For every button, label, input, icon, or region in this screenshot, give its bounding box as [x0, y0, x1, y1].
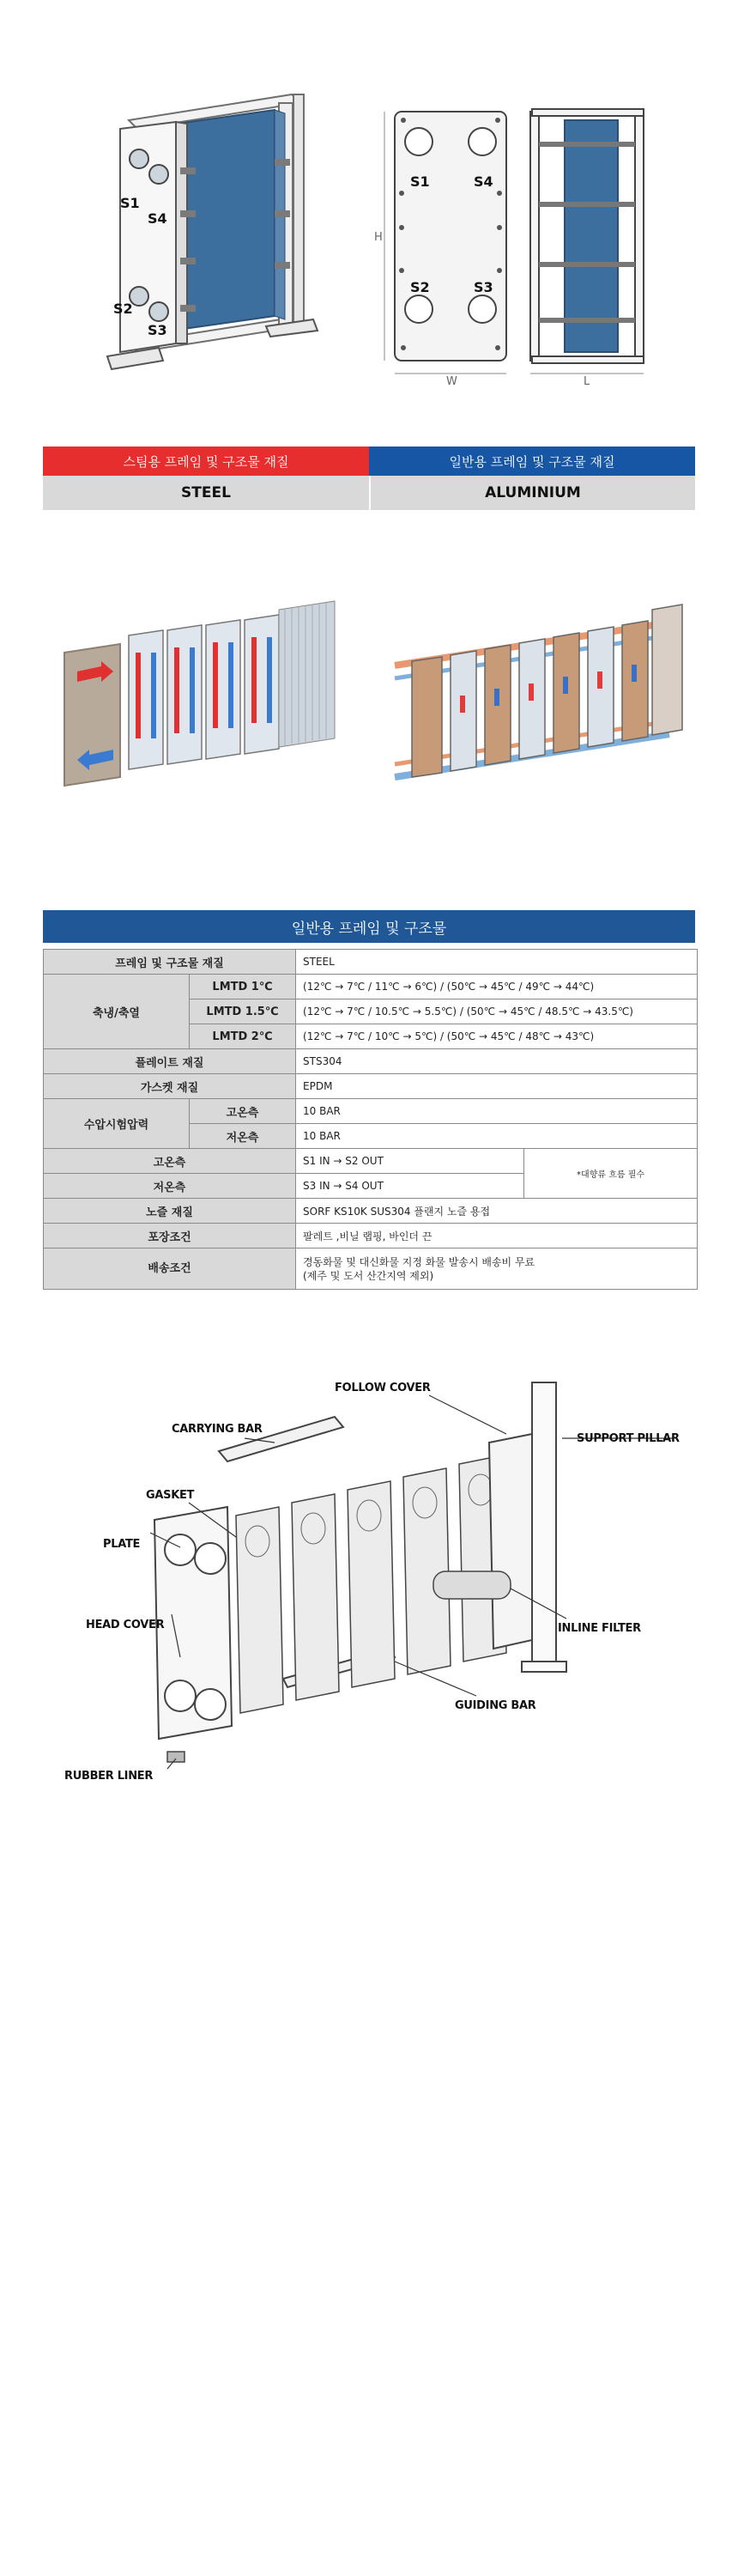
- spec-row-shipping: [44, 1249, 698, 1290]
- lmtd-1-value: (12℃ → 7℃ / 11℃ → 6℃) / (50℃ → 45℃ / 49℃ → 44℃): [296, 975, 698, 999]
- lmtd-2-label: LMTD 1.5℃: [190, 999, 296, 1024]
- pressure-hot-value: 10 BAR: [296, 1099, 698, 1124]
- shipping-value: [296, 1249, 698, 1290]
- spec-row-hot-side: [44, 1149, 698, 1174]
- port-label-s4: S4: [148, 210, 167, 227]
- cooling-label: 축냉/축열: [44, 975, 190, 1049]
- pressure-hot-label: 고온측: [190, 1099, 296, 1124]
- lmtd-1-label: LMTD 1℃: [190, 975, 296, 999]
- port-label-2d-s4: S4: [474, 173, 493, 190]
- steam-material-header: 스팀용 프레임 및 구조물 재질: [43, 447, 369, 476]
- cold-side-label: 저온측: [44, 1174, 296, 1199]
- material-table: [43, 447, 695, 510]
- port-label-2d-s1: S1: [410, 173, 430, 190]
- plate-material-value: STS304: [296, 1049, 698, 1074]
- gasket-material-label: 가스켓 재질: [44, 1074, 296, 1099]
- pressure-test-label: 수압시험압력: [44, 1099, 190, 1149]
- frame-material-label: 프레임 및 구조물 재질: [44, 950, 296, 975]
- steam-material-value: STEEL: [43, 476, 369, 510]
- nozzle-material-value: SORF KS10K SUS304 플랜지 노즐 용접: [296, 1199, 698, 1224]
- cold-side-value: S3 IN → S4 OUT: [296, 1174, 524, 1199]
- label-inline-filter: INLINE FILTER: [558, 1622, 641, 1635]
- general-material-value: ALUMINIUM: [369, 476, 695, 510]
- pressure-cold-value: 10 BAR: [296, 1124, 698, 1149]
- shipping-line-1: 경동화물 및 대신화물 지정 화물 발송시 배송비 무료: [303, 1255, 535, 1268]
- lmtd-3-label: LMTD 2℃: [190, 1024, 296, 1049]
- spec-row-nozzle: [44, 1199, 698, 1224]
- port-label-2d-s2: S2: [410, 279, 430, 295]
- shipping-label: 배송조건: [44, 1249, 296, 1290]
- parts-diagram: [51, 1365, 704, 1795]
- shipping-line-2: (제주 및 도서 산간지역 제외): [303, 1269, 434, 1282]
- frame-material-value: STEEL: [296, 950, 698, 975]
- port-label-s2: S2: [113, 301, 133, 317]
- dim-height: H: [374, 231, 383, 244]
- packing-label: 포장조건: [44, 1224, 296, 1249]
- general-material-header: 일반용 프레임 및 구조물 재질: [369, 447, 695, 476]
- label-head-cover: HEAD COVER: [86, 1619, 165, 1631]
- spec-row-lmtd-1: [44, 975, 698, 999]
- spec-title: 일반용 프레임 및 구조물: [43, 910, 695, 943]
- frame-2d-drawing: [369, 90, 661, 386]
- port-label-s3: S3: [148, 322, 167, 338]
- port-label-2d-s3: S3: [474, 279, 493, 295]
- flow-note: *대향류 흐름 필수: [524, 1149, 698, 1199]
- plate-material-label: 플레이트 재질: [44, 1049, 296, 1074]
- lmtd-2-value: (12℃ → 7℃ / 10.5℃ → 5.5℃) / (50℃ → 45℃ / 48.5℃ → 43.5℃): [296, 999, 698, 1024]
- label-support-pillar: SUPPORT PILLAR: [577, 1432, 680, 1445]
- label-plate: PLATE: [103, 1538, 141, 1551]
- label-follow-cover: FOLLOW COVER: [335, 1382, 431, 1394]
- hot-side-label: 고온측: [44, 1149, 296, 1174]
- frame-3d-drawing: [94, 86, 343, 404]
- spec-row-pressure-hot: [44, 1099, 698, 1124]
- label-gasket: GASKET: [146, 1489, 195, 1502]
- spec-row-frame: [44, 950, 698, 975]
- spec-row-gasket: [44, 1074, 698, 1099]
- spec-row-packing: [44, 1224, 698, 1249]
- nozzle-material-label: 노즐 재질: [44, 1199, 296, 1224]
- port-label-s1: S1: [120, 195, 140, 211]
- spec-row-plate: [44, 1049, 698, 1074]
- hot-side-value: S1 IN → S2 OUT: [296, 1149, 524, 1174]
- label-guiding-bar: GUIDING BAR: [455, 1699, 536, 1712]
- general-exchanger-illustration: [386, 592, 687, 807]
- pressure-cold-label: 저온측: [190, 1124, 296, 1149]
- steam-exchanger-illustration: [60, 592, 343, 799]
- label-rubber-liner: RUBBER LINER: [64, 1770, 154, 1783]
- spec-table: [43, 949, 698, 1290]
- gasket-material-value: EPDM: [296, 1074, 698, 1099]
- lmtd-3-value: (12℃ → 7℃ / 10℃ → 5℃) / (50℃ → 45℃ / 48℃ → 43℃): [296, 1024, 698, 1049]
- dim-length: L: [584, 375, 590, 386]
- label-carrying-bar: CARRYING BAR: [172, 1423, 263, 1436]
- dim-width: W: [446, 375, 457, 386]
- packing-value: 팔레트 ,비닐 랩핑, 바인더 끈: [296, 1224, 698, 1249]
